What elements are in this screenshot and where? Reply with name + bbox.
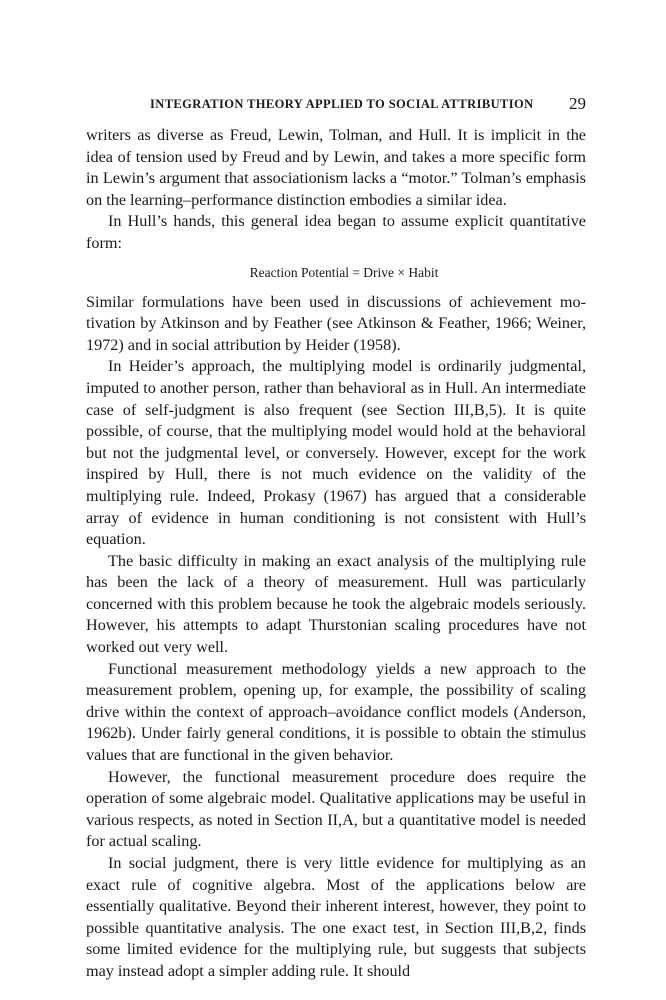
paragraph: The basic difficulty in making an exact analysis of the multiplying rule has been the lack of a theory of measurement. Hull was particularly concerned with this problem because he took the algebraic models seriously. However, his attempts to adapt Thurstonian scaling procedures have not worked out very well. bbox=[86, 551, 586, 657]
page-header bbox=[86, 94, 586, 116]
paragraph: Functional measurement methodology yields a new approach to the measurement problem, opening up, for example, the possibility of scaling drive within the context of approach–avoidance conflict models (Anderson, 1962b). Under fairly general conditions, it is possible to obtain the stimulus values that are functional in the given behavior. bbox=[86, 659, 586, 765]
paragraph: However, the functional measurement procedure does require the operation of some algebraic model. Qualitative applications may be useful in various respects, as noted in Section II,A, but a quantitative model is needed for actual scaling. bbox=[86, 767, 586, 851]
paragraph: In Heider’s approach, the multiplying model is ordinarily judgmental, imputed to another person, rather than behavioral as in Hull. An intermediate case of self-judgment is also frequent (see Section III,B,5). It is quite possible, of course, that the multiplying model would hold at the behavioral but not the judgmental level, or conversely. However, except for the work inspired by Hull, there is not much evidence on the validity of the multiplying rule. Indeed, Prokasy (1967) has argued that a considerable array of evidence in human conditioning is not consistent with Hull’s equation. bbox=[86, 357, 586, 549]
paragraph: In social judgment, there is very little evidence for multiplying as an exact rule of cognitive algebra. Most of the applications below are essentially qualitative. Beyond their inherent interest, however, they point to possible quantitative analysis. The one exact test, in Section III,B,2, finds some limited evidence for the multiplying rule, but suggests that subjects may instead adopt a simpler adding rule. It should bbox=[86, 854, 586, 980]
running-head: INTEGRATION THEORY APPLIED TO SOCIAL ATTRIBUTION bbox=[150, 97, 534, 111]
paragraph: In Hull’s hands, this general idea began to assume explicit quantitative form: bbox=[86, 212, 586, 252]
page-number: 29 bbox=[569, 94, 586, 113]
paragraph: writers as diverse as Freud, Lewin, Tolman, and Hull. It is implicit in the idea of tension used by Freud and by Lewin, and takes a more specific form in Lewin’s argument that associationism lacks a “motor.” Tolman’s emphasis on the learning–performance distinction embodies a similar idea. bbox=[86, 126, 586, 209]
page-body bbox=[86, 125, 586, 983]
paragraph: Similar formulations have been used in discussions of achievement motivation by Atkinson and by Feather (see Atkinson & Feather, 1966; Weiner, 1972) and in social attribution by Heider (1958). bbox=[86, 292, 586, 354]
equation: Reaction Potential = Drive × Habit bbox=[249, 264, 439, 280]
